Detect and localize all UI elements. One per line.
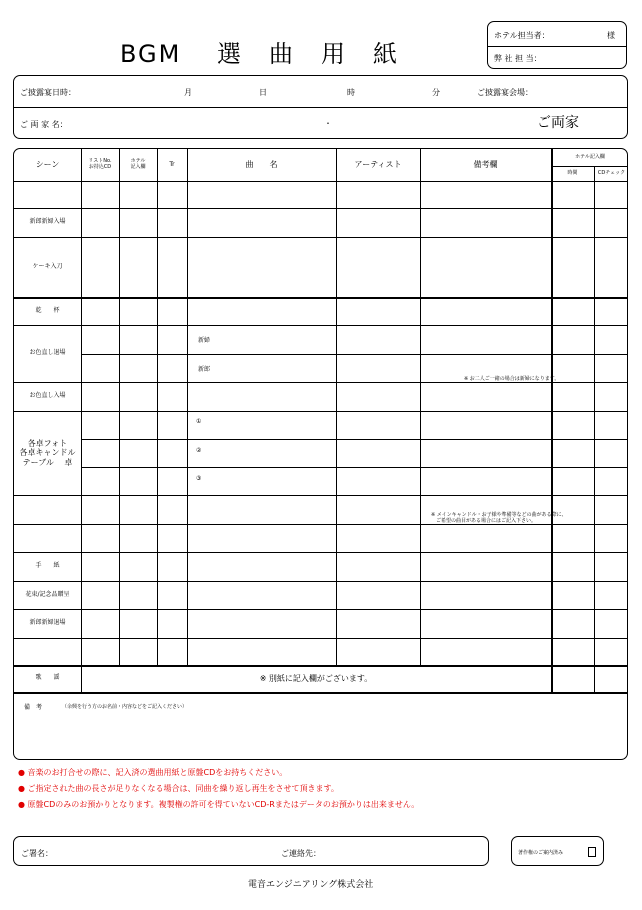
separate-sheet-note: ※ 別紙に記入欄がございます。 <box>259 673 373 683</box>
scene-song-speech: 歌 謡 <box>35 674 60 682</box>
page-title: BGM 選 曲 用 紙 <box>120 40 399 68</box>
scene-exit: 新郎新婦退場 <box>29 619 66 627</box>
copyright-checkbox[interactable] <box>588 847 596 857</box>
signature-label: ご署名： <box>21 849 53 858</box>
notice-2: ● ご指定された曲の長さが足りなくなる場合は、同曲を繰り返し再生をさせて頂きます。 <box>18 784 339 793</box>
notice-3: ● 原盤CDのみのお預かりとなります。複製権の許可を得ていないCD-Rまたはデータのお預かりは出来ません。 <box>18 800 420 809</box>
header-time: 時間 <box>567 169 578 176</box>
minute-label: 分 <box>432 88 440 97</box>
memo-label: 備 考 <box>24 704 43 711</box>
scene-entrance: 新郎新婦入場 <box>29 218 66 226</box>
reception-box <box>13 75 628 139</box>
memo-hint: （余興を行う方のお名前・内容などをご記入ください） <box>62 704 188 710</box>
signature-box <box>13 836 489 866</box>
header-tr: Tr <box>169 160 175 168</box>
song-label-bride: 新婦 <box>198 337 211 344</box>
hour-label: 時 <box>347 88 355 97</box>
venue-label: ご披露宴会場： <box>477 88 533 97</box>
header-hotel-column: ホテル記入欄 <box>575 153 605 160</box>
copyright-box <box>511 836 604 866</box>
header-hotel-entry: ホテル 記入欄 <box>130 158 146 170</box>
copyright-label: 著作権のご案内済み <box>518 850 564 856</box>
families-suffix: ご両家 <box>537 115 579 131</box>
our-staff-label: 弊 社 担 当： <box>494 54 542 63</box>
hotel-staff-suffix: 様 <box>607 31 615 40</box>
scene-redress-enter: お色直し入場 <box>29 392 66 400</box>
remark-candle: ※ メインキャンドル・お子様や準備等などの曲がある際に、 ご希望の曲目がある場合にはご記入下さい。 <box>431 512 567 525</box>
families-label: ご 両 家 名： <box>20 120 68 129</box>
header-list-no: リストNo. お持込CD <box>88 158 112 170</box>
scene-redress-exit: お色直し退場 <box>29 349 66 357</box>
song-label-1: ① <box>196 418 202 425</box>
song-table <box>13 148 628 760</box>
header-artist: アーティスト <box>354 160 402 170</box>
remark-together: ※ お二人ご一緒の場合は新婦になります。 <box>464 376 560 382</box>
song-label-groom: 新郎 <box>198 366 211 373</box>
families-dot: ・ <box>324 119 332 128</box>
reception-date-label: ご披露宴日時： <box>20 88 76 97</box>
song-label-2: ② <box>196 447 202 454</box>
scene-toast: 乾 杯 <box>35 306 60 314</box>
month-label: 月 <box>184 88 192 97</box>
company-name: 電音エンジニアリング株式会社 <box>248 880 374 890</box>
header-cd-check: CDチェック <box>597 169 626 176</box>
scene-table-events: 各卓フォト 各卓キャンドル テーブル 卓 <box>19 439 76 467</box>
contact-label: ご連絡先： <box>281 849 321 858</box>
header-scene: シーン <box>35 160 60 170</box>
staff-box <box>487 21 627 69</box>
header-remarks: 備考欄 <box>473 160 498 170</box>
hotel-staff-label: ホテル担当者： <box>494 31 550 40</box>
day-label: 日 <box>259 88 267 97</box>
header-song: 曲 名 <box>245 160 278 170</box>
scene-cake: ケーキ入刀 <box>32 262 63 270</box>
song-label-3: ③ <box>196 475 202 482</box>
scene-letter: 手 紙 <box>35 562 60 570</box>
notice-1: ● 音楽のお打合せの際に、記入済の選曲用紙と原盤CDをお持ちください。 <box>18 768 288 777</box>
scene-bouquet: 花束/記念品贈呈 <box>25 590 70 598</box>
